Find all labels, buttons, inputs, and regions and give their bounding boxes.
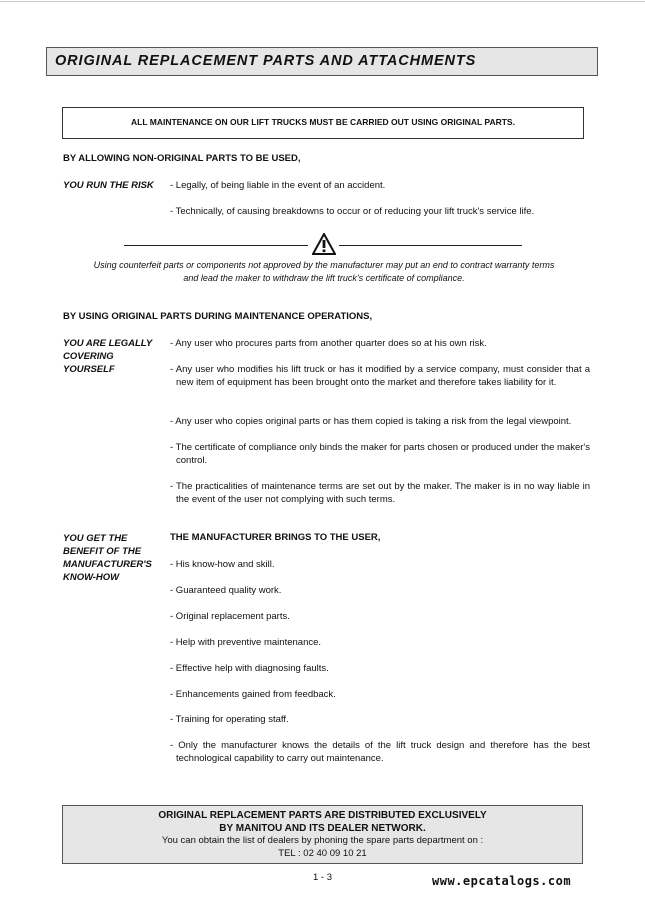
section3-item: - Enhancements gained from feedback. (170, 689, 336, 700)
top-rule (0, 1, 645, 2)
footer-box (62, 805, 583, 864)
warning-text-line1: Using counterfeit parts or components not approved by the manufacturer may put an end to contract warranty terms (93, 260, 555, 270)
section1-item: - Legally, of being liable in the event of an accident. (170, 180, 386, 191)
footer-line2: BY MANITOU AND ITS DEALER NETWORK. (219, 822, 426, 834)
section3-label: YOU GET THE BENEFIT OF THE MANUFACTURER'S KNOW-HOW (63, 533, 152, 583)
footer-phone: TEL : 02 40 09 10 21 (278, 847, 367, 859)
section3-item: - His know-how and skill. (170, 559, 275, 570)
notice-box (62, 107, 584, 139)
warning-rule-right (339, 245, 522, 246)
section1-item: - Technically, of causing breakdowns to occur or of reducing your lift truck's service life. (170, 206, 535, 217)
page-title: ORIGINAL REPLACEMENT PARTS AND ATTACHMENTS (55, 53, 477, 69)
section3-item: - Guaranteed quality work. (170, 585, 282, 596)
section2-item: - The certificate of compliance only binds the maker for parts chosen or produced under the maker's control. (170, 442, 590, 466)
footer-line3: You can obtain the list of dealers by phoning the spare parts department on : (161, 835, 484, 846)
section2-item: - The practicalities of maintenance terms are set out by the maker. The maker is in no way liable in the event of the user not complying with such terms. (170, 481, 590, 505)
warning-text-line2: and lead the maker to withdraw the lift truck's certificate of compliance. (183, 273, 465, 283)
section2-item: - Any user who copies original parts or has them copied is taking a risk from the legal viewpoint. (170, 416, 572, 427)
website-watermark: www.epcatalogs.com (432, 874, 572, 888)
section3-item: - Effective help with diagnosing faults. (170, 663, 329, 674)
footer-line1: ORIGINAL REPLACEMENT PARTS ARE DISTRIBUTED EXCLUSIVELY (158, 810, 487, 821)
section3-item: - Only the manufacturer knows the details of the lift truck design and therefore has the best technological capability to carry out maintenance. (170, 740, 590, 764)
section3-item: - Original replacement parts. (170, 611, 290, 622)
section3-heading: THE MANUFACTURER BRINGS TO THE USER, (170, 532, 381, 543)
section2-label: YOU ARE LEGALLY COVERING YOURSELF (63, 338, 153, 375)
section2-heading: BY USING ORIGINAL PARTS DURING MAINTENANCE OPERATIONS, (63, 311, 373, 322)
section1-heading: BY ALLOWING NON-ORIGINAL PARTS TO BE USED, (63, 153, 301, 164)
section1-label: YOU RUN THE RISK (63, 180, 154, 191)
notice-text: ALL MAINTENANCE ON OUR LIFT TRUCKS MUST BE CARRIED OUT USING ORIGINAL PARTS. (131, 117, 515, 127)
section3-item: - Help with preventive maintenance. (170, 637, 322, 648)
section3-item: - Training for operating staff. (170, 714, 289, 725)
warning-triangle-icon (312, 233, 336, 255)
page-number: 1 - 3 (312, 872, 332, 883)
title-box (46, 47, 598, 76)
section2-item: - Any user who modifies his lift truck or has it modified by a service company, must consider that a new item of equipment has been brought onto the market and therefore takes liability for it. (170, 364, 590, 388)
warning-rule-left (124, 245, 308, 246)
section2-item: - Any user who procures parts from another quarter does so at his own risk. (170, 338, 487, 349)
